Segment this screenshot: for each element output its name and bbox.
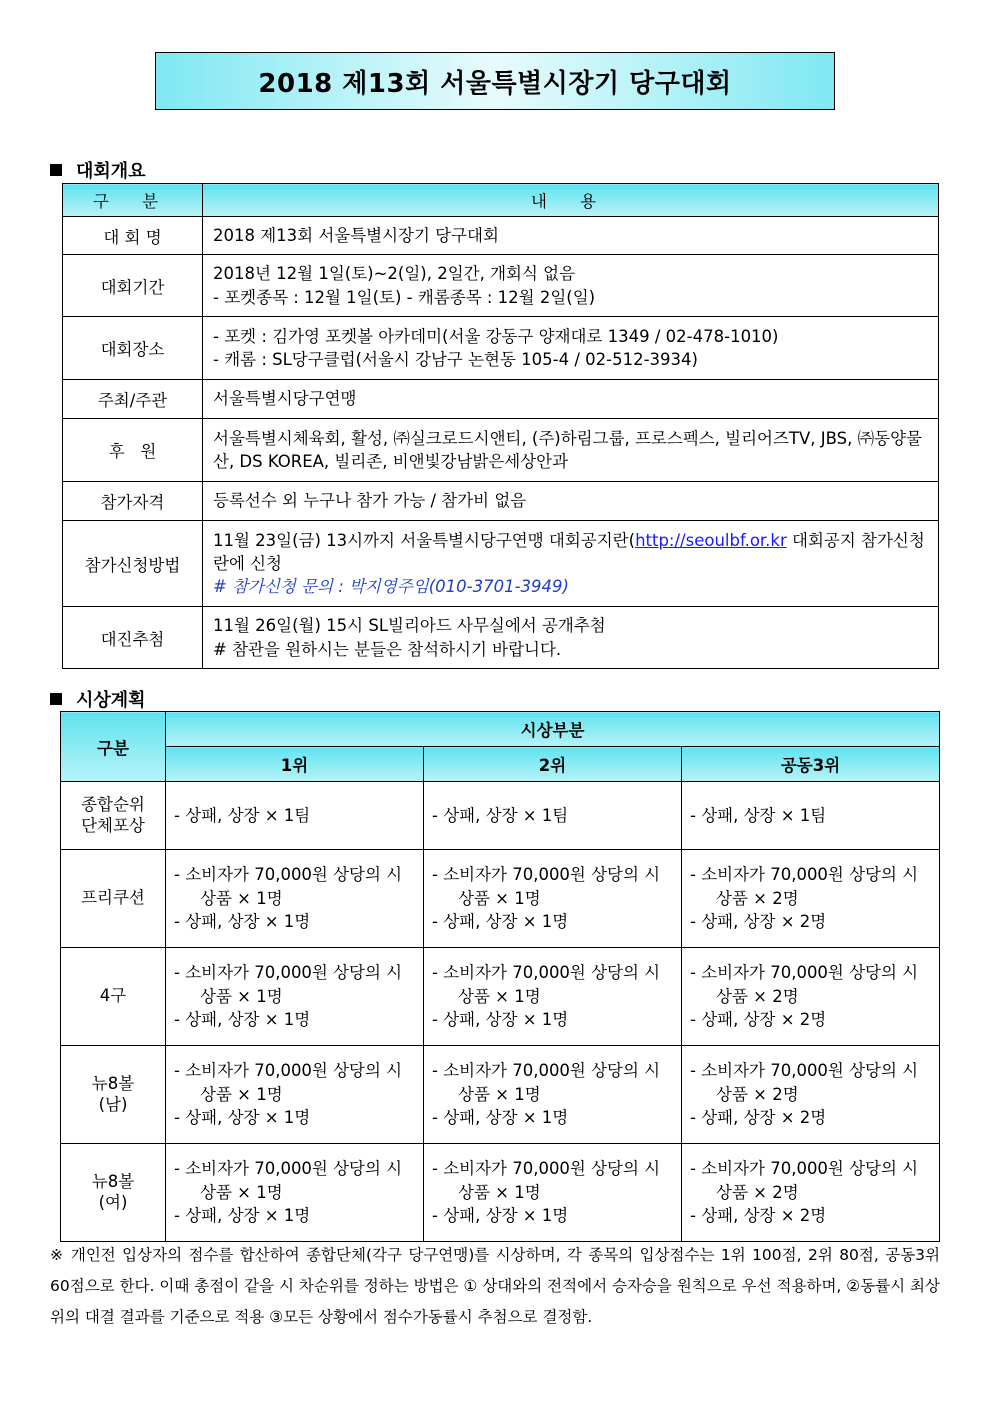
award-item [690, 863, 931, 911]
application-text [213, 529, 928, 575]
awards-group-header: 시상부분 [166, 712, 940, 747]
award-item-continuation: 상품 × 1명 [200, 1084, 283, 1104]
award-item [690, 961, 931, 1009]
award-item [432, 1204, 673, 1228]
value-line: 2018 제13회 서울특별시장기 당구대회 [213, 225, 499, 245]
table-row [63, 217, 939, 255]
award-item [432, 1106, 673, 1130]
overview-table [62, 183, 939, 669]
award-item-continuation: 상품 × 2명 [716, 1182, 799, 1202]
awards-heading [50, 686, 146, 712]
row-value [203, 317, 939, 380]
award-cell [682, 850, 940, 948]
table-row [61, 782, 940, 850]
award-cell [166, 782, 424, 850]
value-line: 서울특별시체육회, 활성, ㈜실크로드시앤티, (주)하림그룹, 프로스펙스, 빌리어즈TV, JBS, ㈜동양물산, DS KOREA, 빌리존, 비앤빛강남밝은세상안과 [213, 428, 922, 471]
table-row [63, 419, 939, 482]
award-item [690, 1059, 931, 1107]
overview-col-header: 구 분 [63, 184, 203, 217]
award-item-text: - 상패, 상장 × 1명 [432, 912, 569, 932]
table-row [61, 850, 940, 948]
award-item [174, 1106, 415, 1130]
value-line: - 캐롬 : SL당구클럽(서울시 강남구 논현동 105-4 / 02-512-3934) [213, 350, 698, 369]
award-item [690, 1008, 931, 1032]
award-item [690, 910, 931, 934]
award-item [432, 1008, 673, 1032]
award-item [174, 863, 415, 911]
award-item-text: - 소비자가 70,000원 상당의 시 [432, 1158, 661, 1178]
award-item [174, 961, 415, 1009]
row-label: 주최/주관 [63, 380, 203, 419]
award-item [432, 961, 673, 1009]
award-cell [424, 782, 682, 850]
award-item-text: - 상패, 상장 × 1명 [432, 1108, 569, 1128]
award-item-text: - 상패, 상장 × 2명 [690, 1010, 827, 1030]
award-category [61, 850, 166, 948]
table-row [63, 255, 939, 317]
award-cell [166, 1144, 424, 1242]
award-item [690, 1106, 931, 1130]
award-category [61, 948, 166, 1046]
award-item-text: - 소비자가 70,000원 상당의 시 [174, 1158, 403, 1178]
award-item [690, 1204, 931, 1228]
square-bullet-icon [50, 693, 62, 705]
federation-link[interactable]: http://seoulbf.or.kr [635, 530, 787, 550]
award-item-continuation: 상품 × 1명 [458, 888, 541, 908]
value-line: # 참관을 원하시는 분들은 참석하시기 바랍니다. [213, 639, 562, 659]
square-bullet-icon [50, 164, 62, 176]
award-item-continuation: 상품 × 1명 [200, 888, 283, 908]
award-item-text: - 소비자가 70,000원 상당의 시 [432, 962, 661, 982]
award-cell [424, 850, 682, 948]
award-item-text: - 소비자가 70,000원 상당의 시 [432, 864, 661, 884]
row-value [203, 255, 939, 317]
rank-header: 2위 [424, 747, 682, 782]
row-label: 참가자격 [63, 482, 203, 521]
award-cell [682, 782, 940, 850]
row-label: 대 회 명 [63, 217, 203, 255]
award-category [61, 782, 166, 850]
award-category-line: 종합순위 [81, 794, 145, 814]
award-item [690, 804, 931, 828]
award-item [174, 1157, 415, 1205]
value-line: - 포켓종목 : 12월 1일(토) - 캐롬종목 : 12월 2일(일) [213, 287, 596, 307]
award-item-continuation: 상품 × 2명 [716, 888, 799, 908]
award-item [432, 910, 673, 934]
award-item-text: - 소비자가 70,000원 상당의 시 [690, 1158, 919, 1178]
award-category-line: 단체포상 [81, 815, 145, 835]
award-item [174, 1059, 415, 1107]
row-label: 대회장소 [63, 317, 203, 380]
award-item-text: - 상패, 상장 × 1명 [432, 1206, 569, 1226]
table-row [61, 1144, 940, 1242]
award-item-text: - 소비자가 70,000원 상당의 시 [174, 1060, 403, 1080]
award-item [174, 910, 415, 934]
award-item [174, 804, 415, 828]
award-category-line: (남) [98, 1094, 128, 1114]
table-row [63, 482, 939, 521]
award-item [432, 804, 673, 828]
rank-header: 1위 [166, 747, 424, 782]
award-item-text: - 소비자가 70,000원 상당의 시 [174, 864, 403, 884]
award-item-continuation: 상품 × 1명 [200, 1182, 283, 1202]
row-label: 대회기간 [63, 255, 203, 317]
award-cell [166, 1046, 424, 1144]
row-value [203, 607, 939, 669]
awards-heading-text: 시상계획 [76, 690, 146, 711]
award-item-text: - 상패, 상장 × 1명 [174, 1108, 311, 1128]
award-item-continuation: 상품 × 1명 [458, 986, 541, 1006]
award-category-line: 뉴8볼 [91, 1171, 135, 1191]
value-line: 서울특별시당구연맹 [213, 389, 357, 409]
award-category-line: 4구 [99, 986, 127, 1006]
application-contact-note: # 참가신청 문의 : 박지영주임(010-3701-3949) [213, 577, 569, 597]
table-row [61, 1046, 940, 1144]
table-row [61, 948, 940, 1046]
award-item [174, 1008, 415, 1032]
awards-table [60, 711, 940, 1242]
award-item [432, 1157, 673, 1205]
award-cell [682, 1046, 940, 1144]
award-item [174, 1204, 415, 1228]
row-value [203, 419, 939, 482]
row-label: 후 원 [63, 419, 203, 482]
award-category-line: 프리쿠션 [81, 888, 145, 908]
award-item-continuation: 상품 × 2명 [716, 1084, 799, 1104]
award-item-continuation: 상품 × 1명 [458, 1182, 541, 1202]
award-item-continuation: 상품 × 1명 [458, 1084, 541, 1104]
awards-corner-header: 구분 [61, 712, 166, 782]
award-cell [166, 850, 424, 948]
award-item-text: - 상패, 상장 × 1팀 [432, 805, 569, 825]
award-cell [682, 948, 940, 1046]
rank-header: 공동3위 [682, 747, 940, 782]
table-row [63, 521, 939, 607]
award-cell [166, 948, 424, 1046]
overview-heading-text: 대회개요 [76, 161, 146, 182]
award-category-line: (여) [98, 1192, 128, 1212]
row-label: 대진추첨 [63, 607, 203, 669]
award-item-continuation: 상품 × 2명 [716, 986, 799, 1006]
award-item-text: - 상패, 상장 × 2명 [690, 912, 827, 932]
award-item-text: - 소비자가 70,000원 상당의 시 [432, 1060, 661, 1080]
row-label: 참가신청방법 [63, 521, 203, 607]
application-text-pre: 11월 23일(금) 13시까지 서울특별시당구연맹 대회공지란( [213, 530, 636, 550]
award-item-text: - 상패, 상장 × 2명 [690, 1206, 827, 1226]
award-item [432, 1059, 673, 1107]
overview-col-header: 내 용 [203, 184, 939, 217]
value-line: 2018년 12월 1일(토)~2(일), 2일간, 개회식 없음 [213, 264, 576, 284]
value-line: - 포켓 : 김가영 포켓볼 아카데미(서울 강동구 양재대로 1349 / 02-478-1010) [213, 326, 779, 346]
award-item-text: - 상패, 상장 × 1명 [174, 912, 311, 932]
document-title: 2018 제13회 서울특별시장기 당구대회 [155, 52, 835, 110]
award-item-text: - 소비자가 70,000원 상당의 시 [690, 962, 919, 982]
application-text-post: 대회공지 참가신청란에 신청 [213, 530, 925, 573]
table-row [63, 317, 939, 380]
overview-heading [50, 157, 146, 183]
award-category [61, 1046, 166, 1144]
row-value [203, 380, 939, 419]
award-cell [424, 1144, 682, 1242]
award-category [61, 1144, 166, 1242]
award-cell [424, 948, 682, 1046]
award-item-text: - 상패, 상장 × 1팀 [174, 805, 311, 825]
row-value [203, 521, 939, 607]
row-value [203, 217, 939, 255]
award-item-text: - 상패, 상장 × 2명 [690, 1108, 827, 1128]
award-category-line: 뉴8볼 [91, 1073, 135, 1093]
value-line: 11월 26일(월) 15시 SL빌리아드 사무실에서 공개추첨 [213, 616, 606, 636]
award-item [432, 863, 673, 911]
row-value [203, 482, 939, 521]
footnote: ※ 개인전 입상자의 점수를 합산하여 종합단체(각구 당구연맹)를 시상하며, 각 종목의 입상점수는 1위 100점, 2위 80점, 공동3위 60점으로 한다. 이때 총점이 같을 시 차순위를 정하는 방법은 ① 상대와의 전적에서 승자승을 원칙으로 우선 적용하며, ②동률시 최상위의 대결 결과를 기준으로 적용 ③모든 상황에서 점수가동률시 추첨으로 결정함. [50, 1246, 940, 1326]
award-item-text: - 소비자가 70,000원 상당의 시 [690, 1060, 919, 1080]
award-item-text: - 상패, 상장 × 1명 [174, 1010, 311, 1030]
award-item-text: - 상패, 상장 × 1명 [174, 1206, 311, 1226]
award-item-text: - 상패, 상장 × 1팀 [690, 805, 827, 825]
award-item-text: - 소비자가 70,000원 상당의 시 [690, 864, 919, 884]
award-item [690, 1157, 931, 1205]
award-item-text: - 소비자가 70,000원 상당의 시 [174, 962, 403, 982]
table-row [63, 607, 939, 669]
award-item-continuation: 상품 × 1명 [200, 986, 283, 1006]
award-cell [682, 1144, 940, 1242]
award-cell [424, 1046, 682, 1144]
table-row [63, 380, 939, 419]
award-item-text: - 상패, 상장 × 1명 [432, 1010, 569, 1030]
value-line: 등록선수 외 누구나 참가 가능 / 참가비 없음 [213, 491, 527, 511]
